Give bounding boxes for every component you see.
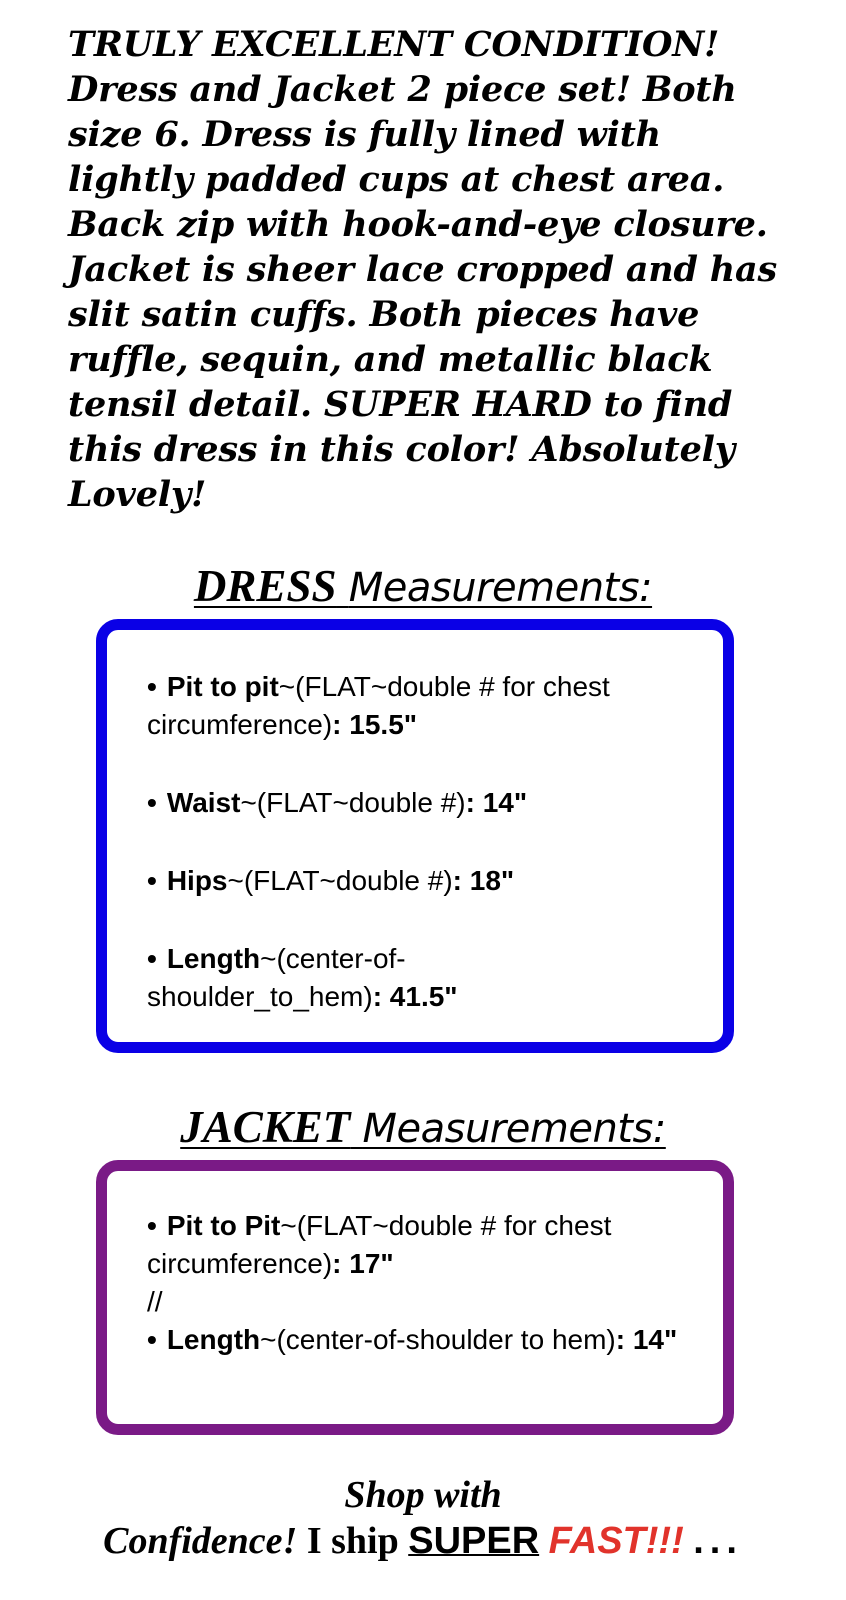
measurement-value: : 14" [465, 787, 528, 818]
footer-confidence: Confidence! [103, 1520, 298, 1562]
jacket-heading-rest: Measurements: [362, 1106, 666, 1152]
dress-item-hips [147, 862, 683, 900]
jacket-measurements-box [96, 1160, 734, 1435]
description-paragraph: TRULY EXCELLENT CONDITION! Dress and Jacket 2 piece set! Both size 6. Dress is fully lined with lightly padded cups at chest area. Back zip with hook-and-eye closure. Jacket is sheer lace cropped and has slit satin cuffs. Both pieces have ruffle, sequin, and metallic black tensil detail. SUPER HARD to find this dress in this color! Absolutely Lovely! [68, 24, 778, 515]
measurement-label: Waist [166, 787, 241, 818]
measurement-label: Pit to Pit [166, 1210, 281, 1241]
measurement-value: : 15.5" [332, 709, 418, 740]
measurement-value: : 14" [615, 1324, 678, 1355]
dress-measurements-heading [0, 558, 846, 616]
bullet: • [147, 1210, 157, 1241]
measurement-detail: ~(center-of-shoulder_to_hem) [147, 943, 406, 1012]
footer-line-2 [0, 1516, 846, 1566]
measurement-value: : 41.5" [372, 981, 458, 1012]
jacket-heading-strong: JACKET [180, 1102, 351, 1152]
measurement-label: Hips [166, 865, 228, 896]
bullet: • [147, 671, 157, 702]
measurement-detail: ~(FLAT~double #) [240, 787, 466, 818]
footer-super: SUPER [408, 1520, 540, 1562]
measurement-label: Pit to pit [166, 671, 279, 702]
footer-fast: FAST!!! [548, 1520, 684, 1562]
bullet: • [147, 1324, 157, 1355]
measurement-detail: ~(FLAT~double # for chest circumference) [147, 671, 610, 740]
dress-item-length [147, 940, 607, 1016]
measurement-detail: ~(center-of-shoulder to hem) [260, 1324, 616, 1355]
dress-item-waist [147, 784, 683, 822]
jacket-item-pit-to-pit [147, 1207, 683, 1283]
footer-dots: ... [693, 1520, 743, 1562]
footer-i-ship: I ship [306, 1520, 399, 1562]
bullet: • [147, 943, 157, 974]
measurement-detail: ~(FLAT~double #) [227, 865, 453, 896]
bullet: • [147, 787, 157, 818]
measurement-label: Length [166, 1324, 261, 1355]
jacket-item-length [147, 1321, 683, 1359]
jacket-measurements-heading [0, 1099, 846, 1157]
measurement-value: : 18" [452, 865, 515, 896]
dress-heading-rest: Measurements: [348, 565, 653, 611]
separator: // [147, 1286, 163, 1317]
footer-line-1: Shop with [344, 1474, 502, 1516]
bullet: • [147, 865, 157, 896]
measurement-detail: ~(FLAT~double # for chest circumference) [147, 1210, 612, 1279]
description-text [68, 22, 788, 517]
dress-measurements-box [96, 619, 734, 1053]
dress-item-pit-to-pit [147, 668, 683, 744]
dress-heading-strong: DRESS [193, 561, 337, 611]
measurement-value: : 17" [332, 1248, 394, 1279]
measurement-label: Length [166, 943, 261, 974]
